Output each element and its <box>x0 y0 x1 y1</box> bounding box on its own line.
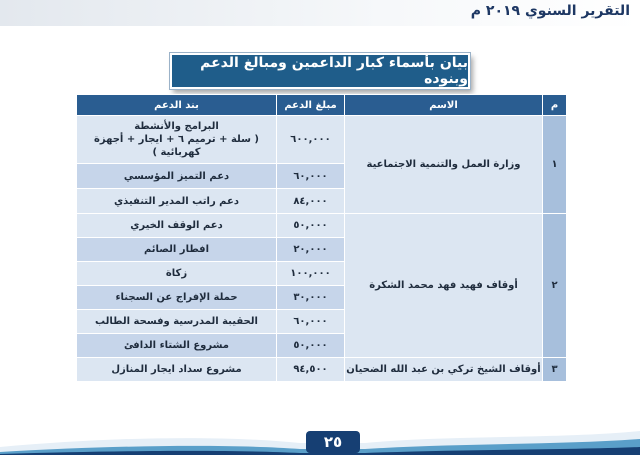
support-item: زكاة <box>77 262 277 286</box>
table-row <box>77 116 567 164</box>
table-row <box>77 358 567 382</box>
support-item: دعم الوقف الخيري <box>77 214 277 238</box>
support-amount: ٥٠,٠٠٠ <box>277 214 345 238</box>
support-amount: ١٠٠,٠٠٠ <box>277 262 345 286</box>
column-header-name: الاسم <box>345 95 543 116</box>
support-item <box>77 116 277 164</box>
support-item: مشروع الشتاء الدافئ <box>77 334 277 358</box>
support-amount: ٣٠,٠٠٠ <box>277 286 345 310</box>
support-item: دعم راتب المدير التنفيذي <box>77 189 277 214</box>
support-item: دعم التميز المؤسسي <box>77 164 277 189</box>
header-bar <box>0 0 640 26</box>
support-item: مشروع سداد ايجار المنازل <box>77 358 277 382</box>
column-header-amount: مبلغ الدعم <box>277 95 345 116</box>
table-row <box>77 214 567 238</box>
section-title: بيان بأسماء كبار الداعمين ومبالغ الدعم وبنوده <box>170 53 470 89</box>
row-index: ١ <box>543 116 567 214</box>
supporter-name: وزارة العمل والتنمية الاجتماعية <box>345 116 543 214</box>
support-amount: ٦٠٠,٠٠٠ <box>277 116 345 164</box>
table-header-row <box>77 95 567 116</box>
support-amount: ٦٠,٠٠٠ <box>277 164 345 189</box>
support-amount: ٢٠,٠٠٠ <box>277 238 345 262</box>
support-item: الحقيبة المدرسية وفسحة الطالب <box>77 310 277 334</box>
column-header-item: بند الدعم <box>77 95 277 116</box>
support-amount: ٥٠,٠٠٠ <box>277 334 345 358</box>
support-amount: ٦٠,٠٠٠ <box>277 310 345 334</box>
support-item: حملة الإفراج عن السجناء <box>77 286 277 310</box>
supporters-table <box>76 94 567 382</box>
support-amount: ٩٤,٥٠٠ <box>277 358 345 382</box>
row-index: ٢ <box>543 214 567 358</box>
supporter-name: أوقاف فهيد فهد محمد الشكرة <box>345 214 543 358</box>
row-index: ٣ <box>543 358 567 382</box>
supporter-name: أوقاف الشيخ تركي بن عبد الله الضحيان <box>345 358 543 382</box>
report-header-title: التقرير السنوي ٢٠١٩ م <box>470 3 630 19</box>
support-item: افطار الصائم <box>77 238 277 262</box>
support-item-label: البرامج والأنشطة <box>134 121 219 132</box>
support-item-note: ( سلة + ترميم ٦ + ايجار + أجهزة كهربائية ) <box>93 134 259 158</box>
support-amount: ٨٤,٠٠٠ <box>277 189 345 214</box>
column-header-index: م <box>543 95 567 116</box>
page-number: ٢٥ <box>306 431 360 453</box>
